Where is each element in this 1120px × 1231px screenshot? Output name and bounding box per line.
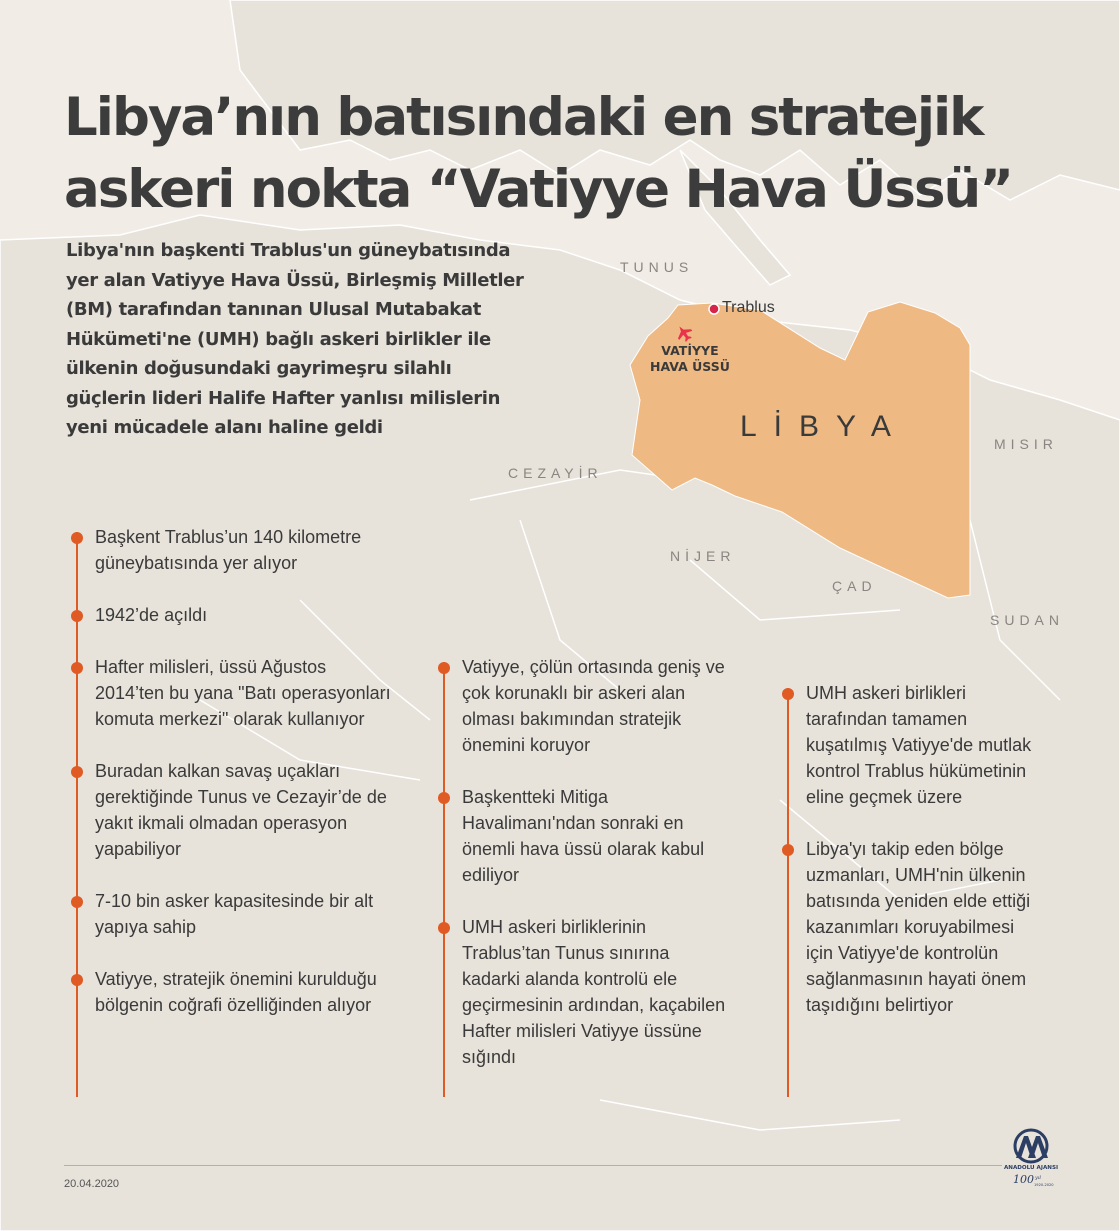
fact-column-2: [432, 654, 732, 1070]
fact-item: [65, 524, 395, 576]
fact-text: UMH askeri birlikleri tarafından tamamen kuşatılmış Vatiyye'de mutlak kontrol Trablus hükümetinin eline geçmek üzere: [806, 683, 1032, 807]
country-label-cezayir: CEZAYİR: [508, 465, 603, 481]
fact-text: 1942’de açıldı: [95, 605, 208, 625]
fact-text: Vatiyye, stratejik önemini kurulduğu bölgenin coğrafi özelliğinden alıyor: [95, 969, 377, 1015]
country-label-libya: LİBYA: [740, 410, 908, 443]
fact-item: [65, 966, 395, 1018]
fact-text: Libya'yı takip eden bölge uzmanları, UMH'nin ülkenin batısında yeniden elde ettiği kazanımları koruyabilmesi için Vatiyye'de kontrolün sağlanmasının hayati önem taşıdığını belirtiyor: [806, 839, 1031, 1015]
footer-divider: [64, 1165, 1002, 1166]
bullet-dot: [71, 896, 83, 908]
fact-text: Vatiyye, çölün ortasında geniş ve çok korunaklı bir askeri alan olması bakımından stratejik önemini koruyor: [462, 657, 725, 755]
fact-item: [432, 914, 732, 1070]
logo-hundred: 100: [1013, 1173, 1034, 1186]
base-label: [650, 343, 730, 375]
fact-column-3: [776, 680, 1038, 1018]
country-label-nijer: NİJER: [670, 548, 736, 564]
trablus-marker: [709, 304, 719, 314]
bullet-dot: [71, 610, 83, 622]
bullet-dot: [438, 792, 450, 804]
bullet-dot: [438, 662, 450, 674]
bullet-dot: [782, 844, 794, 856]
base-label-line-2: HAVA ÜSSÜ: [650, 359, 730, 374]
country-label-sudan: SUDAN: [990, 612, 1065, 628]
fact-text: UMH askeri birliklerinin Trablus’tan Tunus sınırına kadarki alanda kontrolü ele geçirmesinin ardından, kaçabilen Hafter milisleri Vatiyye üssüne sığındı: [462, 917, 726, 1067]
logo-yil: yıl: [1035, 1175, 1042, 1181]
country-label-misir: MISIR: [994, 436, 1058, 452]
fact-item: [65, 758, 395, 862]
fact-item: [776, 680, 1038, 810]
page-title: [64, 82, 1064, 226]
fact-text: Başkent Trablus’un 140 kilometre güneybatısında yer alıyor: [95, 527, 362, 573]
base-label-line-1: VATİYYE: [661, 343, 719, 358]
bullet-dot: [782, 688, 794, 700]
fact-item: [776, 836, 1038, 1018]
fact-item: [65, 888, 395, 940]
fact-text: Buradan kalkan savaş uçakları gerektiğinde Tunus ve Cezayir’de de yakıt ikmali olmadan operasyon yapabiliyor: [95, 761, 387, 859]
title-line-2: askeri nokta “Vatiyye Hava Üssü”: [64, 159, 1013, 220]
publish-date: 20.04.2020: [64, 1178, 120, 1190]
fact-item: [432, 784, 732, 888]
fact-text: Hafter milisleri, üssü Ağustos 2014’ten bu yana "Batı operasyonları komuta merkezi" olarak kullanıyor: [95, 657, 391, 729]
logo-text: ANADOLU AJANSI: [1004, 1165, 1058, 1171]
bullet-dot: [438, 922, 450, 934]
title-line-1: Libya’nın batısındaki en stratejik: [64, 87, 983, 148]
intro-text: Libya'nın başkenti Trablus'un güneybatısında yer alan Vatiyye Hava Üssü, Birleşmiş Milletler (BM) tarafından tanınan Ulusal Mutabakat Hükümeti'ne (UMH) bağlı askeri birlikler ile ülkenin doğusundaki gayrimeşru silahlı güçlerin lideri Halife Hafter yanlısı milislerin yeni mücadele alanı haline geldi: [66, 240, 524, 438]
bullet-dot: [71, 766, 83, 778]
country-label-tunus: TUNUS: [620, 259, 694, 275]
fact-item: [65, 602, 395, 628]
city-label-trablus: Trablus: [722, 299, 775, 316]
country-label-cad: ÇAD: [832, 578, 877, 594]
fact-item: [432, 654, 732, 758]
bullet-dot: [71, 532, 83, 544]
logo-years: 1920-2020: [1034, 1183, 1054, 1187]
bullet-dot: [71, 974, 83, 986]
fact-text: 7-10 bin asker kapasitesinde bir alt yapıya sahip: [95, 891, 374, 937]
fact-text: Başkentteki Mitiga Havalimanı'ndan sonraki en önemli hava üssü olarak kabul ediliyor: [462, 787, 705, 885]
fact-item: [65, 654, 395, 732]
anadolu-ajansi-logo: [1004, 1128, 1058, 1196]
bullet-dot: [71, 662, 83, 674]
fact-column-1: [65, 524, 395, 1018]
